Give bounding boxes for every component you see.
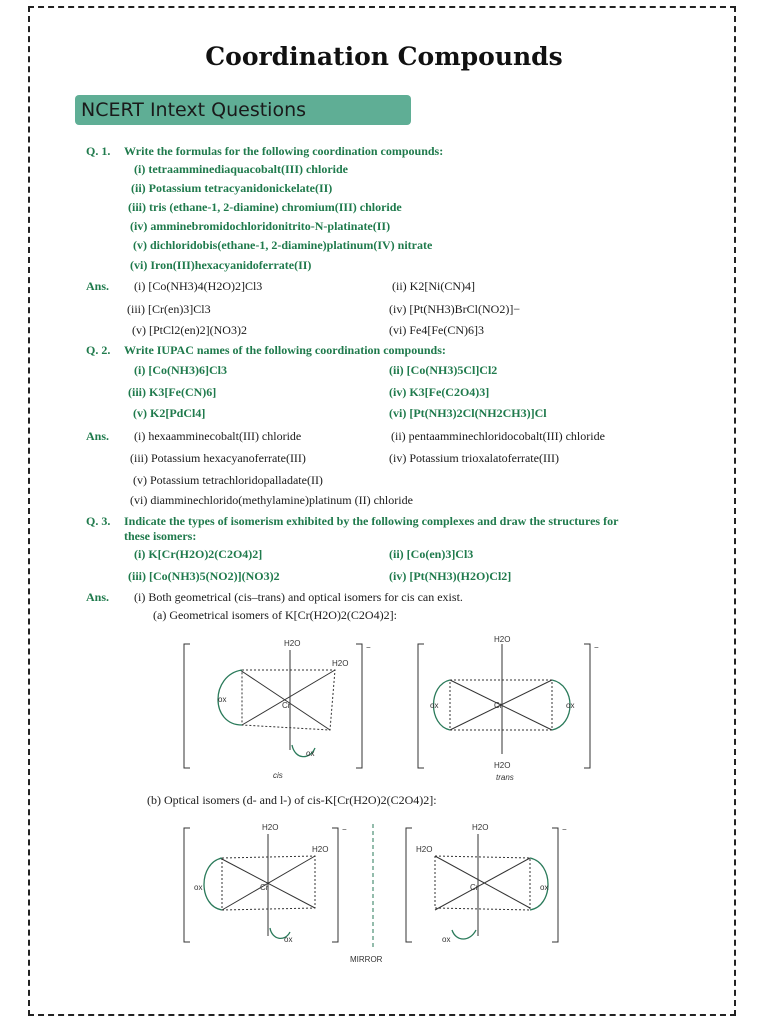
q2-answer: (iv) Potassium trioxalatoferrate(III) (389, 451, 559, 465)
q3-answer-b: (b) Optical isomers (d- and l-) of cis-K[Cr(H2O)2(C2O4)2]: (147, 793, 437, 807)
q2-item: (v) K2[PdCl4] (133, 406, 206, 420)
mirror-label: MIRROR (350, 955, 383, 964)
q3-answer-a: (a) Geometrical isomers of K[Cr(H2O)2(C2O4)2]: (153, 608, 397, 622)
q3-number: Q. 3. (86, 514, 111, 528)
q3-item: (iii) [Co(NH3)5(NO2)](NO3)2 (128, 569, 280, 583)
q2-number: Q. 2. (86, 343, 111, 357)
q1-ans-label: Ans. (86, 279, 110, 293)
q2-answer: (iii) Potassium hexacyanoferrate(III) (130, 451, 306, 465)
q1-item: (iv) amminebromidochloridonitrito-N-platinate(II) (130, 219, 391, 233)
q3-answer: (i) Both geometrical (cis–trans) and optical isomers for cis can exist. (134, 590, 463, 604)
q2-answer: (ii) pentaamminechloridocobalt(III) chloride (391, 429, 605, 443)
q1-number: Q. 1. (86, 144, 111, 158)
h2o-label: H2O (494, 761, 511, 770)
optical-isomers-diagram (180, 818, 580, 968)
h2o-label: H2O (494, 635, 511, 644)
h2o-label: H2O (312, 845, 329, 854)
h2o-label: H2O (262, 823, 279, 832)
q1-answer: (ii) K2[Ni(CN)4] (392, 279, 475, 293)
ox-label: ox (284, 935, 293, 944)
q3-text: Indicate the types of isomerism exhibited by the following complexes and draw the structures for (124, 514, 619, 528)
q3-text-continued: these isomers: (124, 529, 197, 543)
ox-label: ox (566, 701, 575, 710)
cr-label: Cr (282, 701, 291, 710)
q1-answer: (iii) [Cr(en)3]Cl3 (127, 302, 211, 316)
h2o-label: H2O (472, 823, 489, 832)
q1-item: (v) dichloridobis(ethane-1, 2-diamine)platinum(IV) nitrate (133, 238, 433, 252)
cr-label: Cr (470, 883, 479, 892)
section-banner: NCERT Intext Questions (75, 95, 411, 125)
ox-label: ox (218, 695, 227, 704)
ox-label: ox (194, 883, 203, 892)
q1-answer: (iv) [Pt(NH3)BrCl(NO2)]− (389, 302, 521, 316)
q2-answer: (i) hexaamminecobalt(III) chloride (134, 429, 302, 443)
q2-text: Write IUPAC names of the following coordination compounds: (124, 343, 446, 357)
q1-answer: (v) [PtCl2(en)2](NO3)2 (132, 323, 247, 337)
q3-ans-label: Ans. (86, 590, 110, 604)
h2o-label: H2O (416, 845, 433, 854)
q3-item: (ii) [Co(en)3]Cl3 (389, 547, 474, 561)
cis-label: cis (273, 771, 283, 780)
ox-label: ox (442, 935, 451, 944)
q1-text: Write the formulas for the following coordination compounds: (124, 144, 444, 158)
optical-charge: − (342, 825, 347, 834)
q2-item: (iv) K3[Fe(C2O4)3] (389, 385, 490, 399)
trans-label: trans (496, 773, 514, 782)
h2o-label: H2O (284, 639, 301, 648)
q1-answer: (vi) Fe4[Fe(CN)6]3 (389, 323, 484, 337)
ox-label: ox (306, 749, 315, 758)
q1-item: (vi) Iron(III)hexacyanidoferrate(II) (130, 258, 312, 272)
q1-item: (ii) Potassium tetracyanidonickelate(II) (131, 181, 333, 195)
q2-answer: (vi) diamminechlorido(methylamine)platinum (II) chloride (130, 493, 413, 507)
q2-answer: (v) Potassium tetrachloridopalladate(II) (133, 473, 323, 487)
ox-label: ox (540, 883, 549, 892)
cis-charge: − (366, 643, 371, 652)
q2-item: (ii) [Co(NH3)5Cl]Cl2 (389, 363, 498, 377)
q2-item: (i) [Co(NH3)6]Cl3 (134, 363, 227, 377)
q3-item: (iv) [Pt(NH3)(H2O)Cl2] (389, 569, 512, 583)
page-title: Coordination Compounds (205, 42, 563, 71)
cr-label: Cr (260, 883, 269, 892)
geometrical-isomers-diagram (180, 630, 610, 790)
q3-item: (i) K[Cr(H2O)2(C2O4)2] (134, 547, 263, 561)
q1-item: (iii) tris (ethane-1, 2-diamine) chromium(III) chloride (128, 200, 402, 214)
q1-item: (i) tetraamminediaquacobalt(III) chloride (134, 162, 348, 176)
trans-charge: − (594, 643, 599, 652)
h2o-label: H2O (332, 659, 349, 668)
q2-ans-label: Ans. (86, 429, 110, 443)
ox-label: ox (430, 701, 439, 710)
q1-answer: (i) [Co(NH3)4(H2O)2]Cl3 (134, 279, 263, 293)
optical-charge: − (562, 825, 567, 834)
cr-label: Cr (494, 701, 503, 710)
q2-item: (vi) [Pt(NH3)2Cl(NH2CH3)]Cl (389, 406, 547, 420)
q2-item: (iii) K3[Fe(CN)6] (128, 385, 217, 399)
